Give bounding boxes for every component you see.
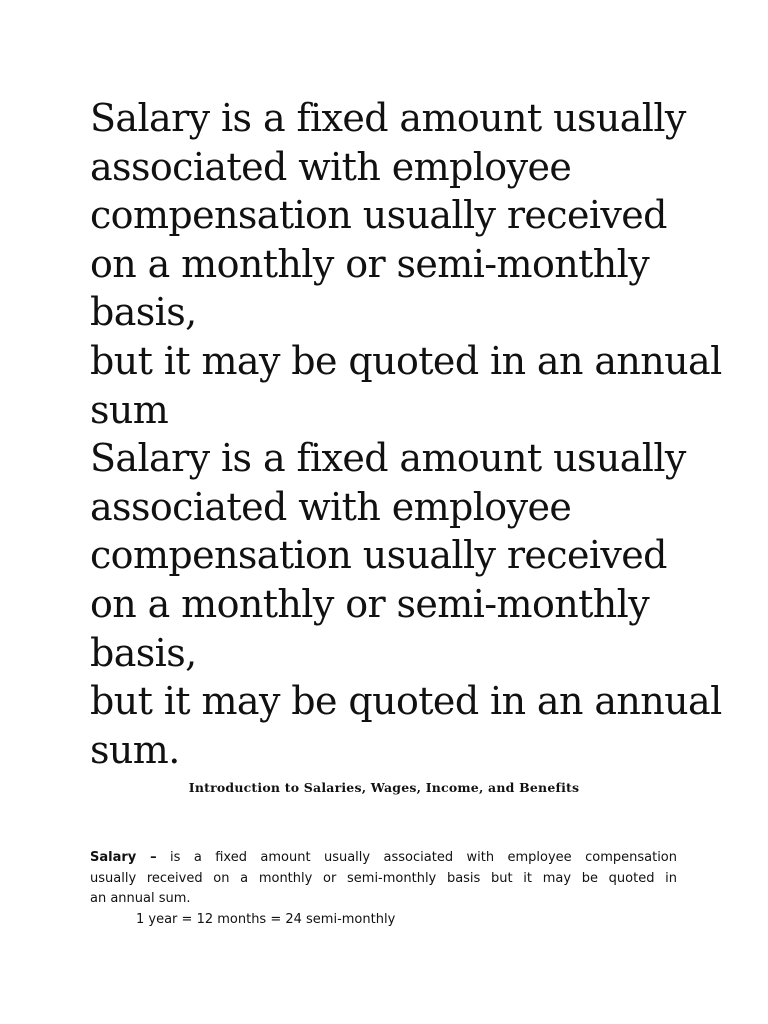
text-line: Salary is a fixed amount usually — [90, 436, 686, 481]
definition-line — [90, 848, 677, 869]
equation-line: 1 year = 12 months = 24 semi-monthly — [136, 912, 396, 927]
text-line: basis, — [90, 630, 197, 675]
text-line: associated with employee — [90, 484, 572, 529]
text-line: associated with employee — [90, 144, 572, 189]
text-line: compensation usually received — [90, 533, 667, 578]
text-line: compensation usually received — [90, 193, 667, 238]
text-line: Salary is a fixed amount usually — [90, 96, 686, 140]
text-line: basis, — [90, 290, 197, 335]
text-line: on a monthly or semi-monthly — [90, 581, 650, 626]
text-line: sum — [90, 387, 169, 432]
section-heading: Introduction to Salaries, Wages, Income, and Benefits — [188, 780, 580, 795]
definition-line: an annual sum. — [90, 891, 191, 906]
text-line: but it may be quoted in an annual — [90, 338, 722, 383]
text-line: but it may be quoted in an annual — [90, 679, 722, 724]
definition-paragraph — [90, 848, 677, 910]
text-line: sum. — [90, 727, 180, 772]
definition-term: Salary – — [90, 850, 157, 865]
text-line: on a monthly or semi-monthly — [90, 241, 650, 286]
definition-text: is a fixed amount usually associated with employee compensation — [170, 850, 677, 865]
large-text-body — [90, 94, 722, 774]
definition-line: usually received on a monthly or semi-monthly basis but it may be quoted in — [90, 870, 677, 886]
